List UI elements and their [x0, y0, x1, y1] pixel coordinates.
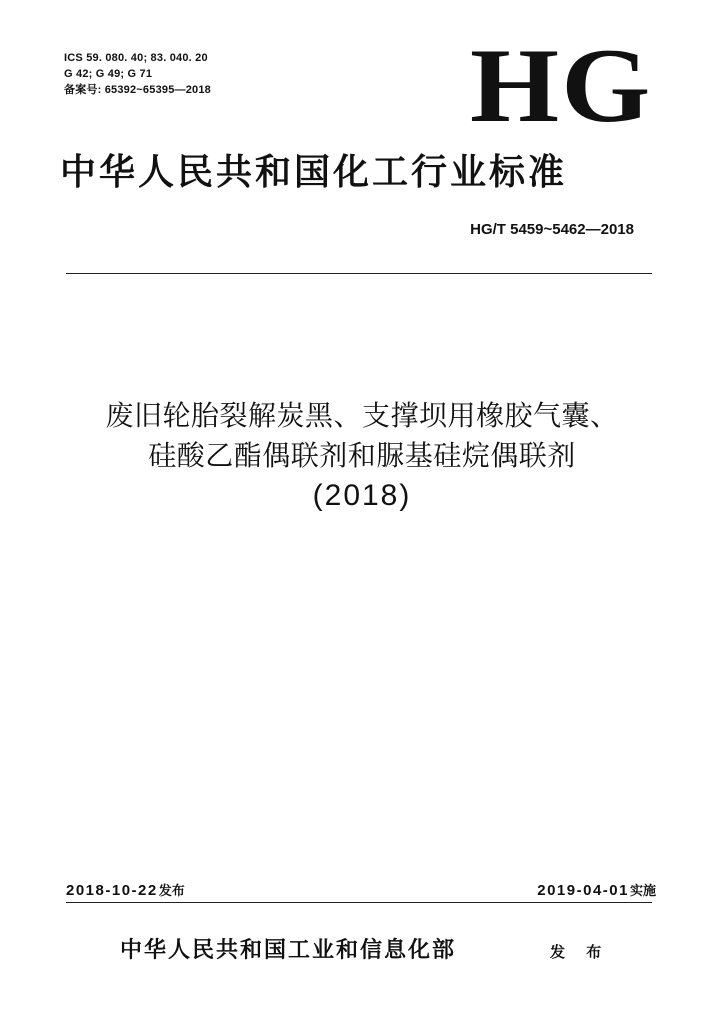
ics-code: ICS 59. 080. 40; 83. 040. 20	[64, 52, 208, 64]
standard-number: HG/T 5459~5462—2018	[470, 221, 634, 238]
issue-label: 发布	[158, 884, 185, 899]
document-title-line-2: 硅酸乙酯偶联剂和脲基硅烷偶联剂	[148, 439, 576, 472]
filing-number: 备案号: 65392~65395—2018	[64, 84, 211, 96]
implementation-date-block	[537, 880, 656, 902]
top-divider	[66, 273, 652, 274]
classification-block	[64, 50, 211, 98]
implementation-date: 2019-04-01	[537, 882, 629, 899]
document-title	[40, 396, 684, 516]
implementation-label: 实施	[629, 884, 656, 899]
publisher-name: 中华人民共和国工业和信息化部	[120, 938, 457, 963]
issue-date-block	[66, 880, 185, 902]
ccs-code: G 42; G 49; G 71	[64, 68, 153, 80]
issue-date: 2018-10-22	[66, 882, 158, 899]
publish-label: 发 布	[550, 943, 610, 961]
document-title-line-1: 废旧轮胎裂解炭黑、支撑坝用橡胶气囊、	[105, 399, 619, 432]
hg-logo: HG	[470, 27, 653, 144]
bottom-divider	[66, 902, 652, 903]
standard-category-title: 中华人民共和国化工行业标准	[60, 152, 568, 193]
document-title-year: (2018)	[312, 479, 412, 512]
